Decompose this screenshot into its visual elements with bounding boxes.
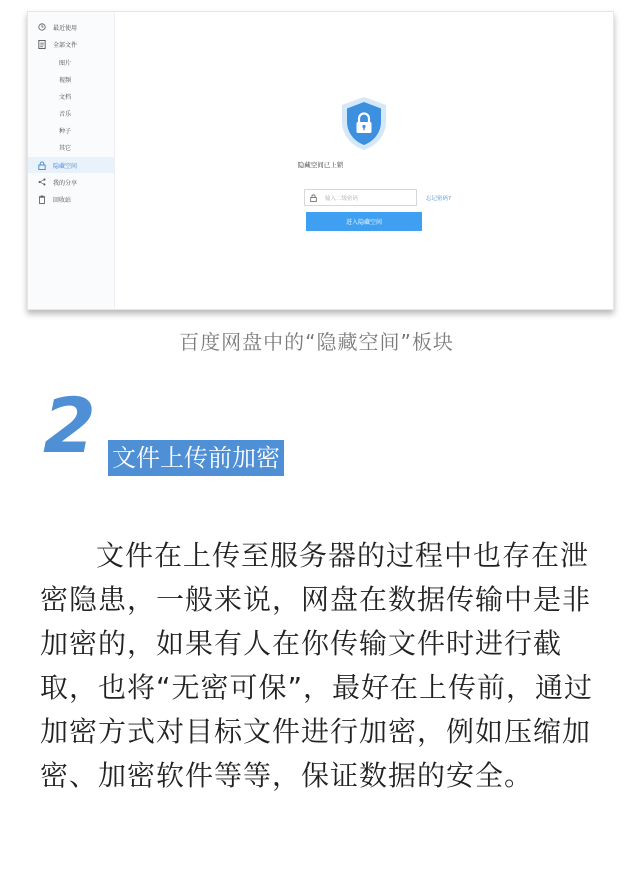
share-icon (37, 177, 47, 187)
sidebar-item-other[interactable] (28, 139, 114, 155)
sidebar-item-recent[interactable] (28, 19, 114, 35)
sidebar-item-label: 文档 (59, 93, 72, 101)
image-caption: 百度网盘中的“隐藏空间”板块 (179, 330, 454, 354)
sidebar-item-torrents[interactable] (28, 122, 114, 138)
sidebar-item-music[interactable] (28, 105, 114, 121)
sidebar-item-label: 我的分享 (53, 179, 78, 187)
clock-icon (37, 22, 47, 32)
sidebar-item-label: 其它 (59, 144, 72, 152)
sidebar-item-label: 回收站 (53, 196, 72, 204)
sidebar-item-label: 图片 (59, 59, 72, 67)
lock-icon (310, 194, 318, 202)
sidebar-item-documents[interactable] (28, 88, 114, 104)
password-placeholder: 输入二级密码 (325, 195, 359, 202)
sidebar-item-my-shares[interactable] (28, 174, 114, 190)
sidebar-item-all-files[interactable] (28, 36, 114, 52)
sidebar-item-label: 最近使用 (53, 24, 78, 32)
locked-message: 隐藏空间已上锁 (297, 161, 344, 169)
sidebar-item-label: 种子 (59, 127, 72, 135)
sidebar-item-images[interactable] (28, 54, 114, 70)
file-icon (37, 39, 47, 49)
sidebar-item-label: 全部文件 (53, 41, 78, 49)
section-title: 文件上传前加密 (108, 440, 284, 476)
sidebar-item-recycle-bin[interactable] (28, 191, 114, 207)
body-paragraph: 文件在上传至服务器的过程中也存在泄密隐患，一般来说，网盘在数据传输中是非加密的，如果有人在你传输文件时进行截取，也将“无密可保”，最好在上传前，通过加密方式对目标文件进行加密，例如压缩加密、加密软件等等，保证数据的安全。 (40, 539, 594, 792)
section-number: 2 (43, 381, 96, 470)
shield-lock-icon (340, 95, 388, 151)
sidebar-item-videos[interactable] (28, 71, 114, 87)
screenshot-window (27, 11, 614, 310)
enter-hidden-space-button[interactable]: 进入隐藏空间 (306, 212, 422, 231)
sidebar-item-label: 视频 (59, 76, 72, 84)
trash-icon (37, 194, 47, 204)
forgot-password-link[interactable]: 忘记密码? (426, 196, 451, 202)
password-input[interactable] (304, 189, 417, 206)
sidebar-item-label: 音乐 (59, 110, 72, 118)
sidebar-item-label: 隐藏空间 (53, 162, 78, 170)
